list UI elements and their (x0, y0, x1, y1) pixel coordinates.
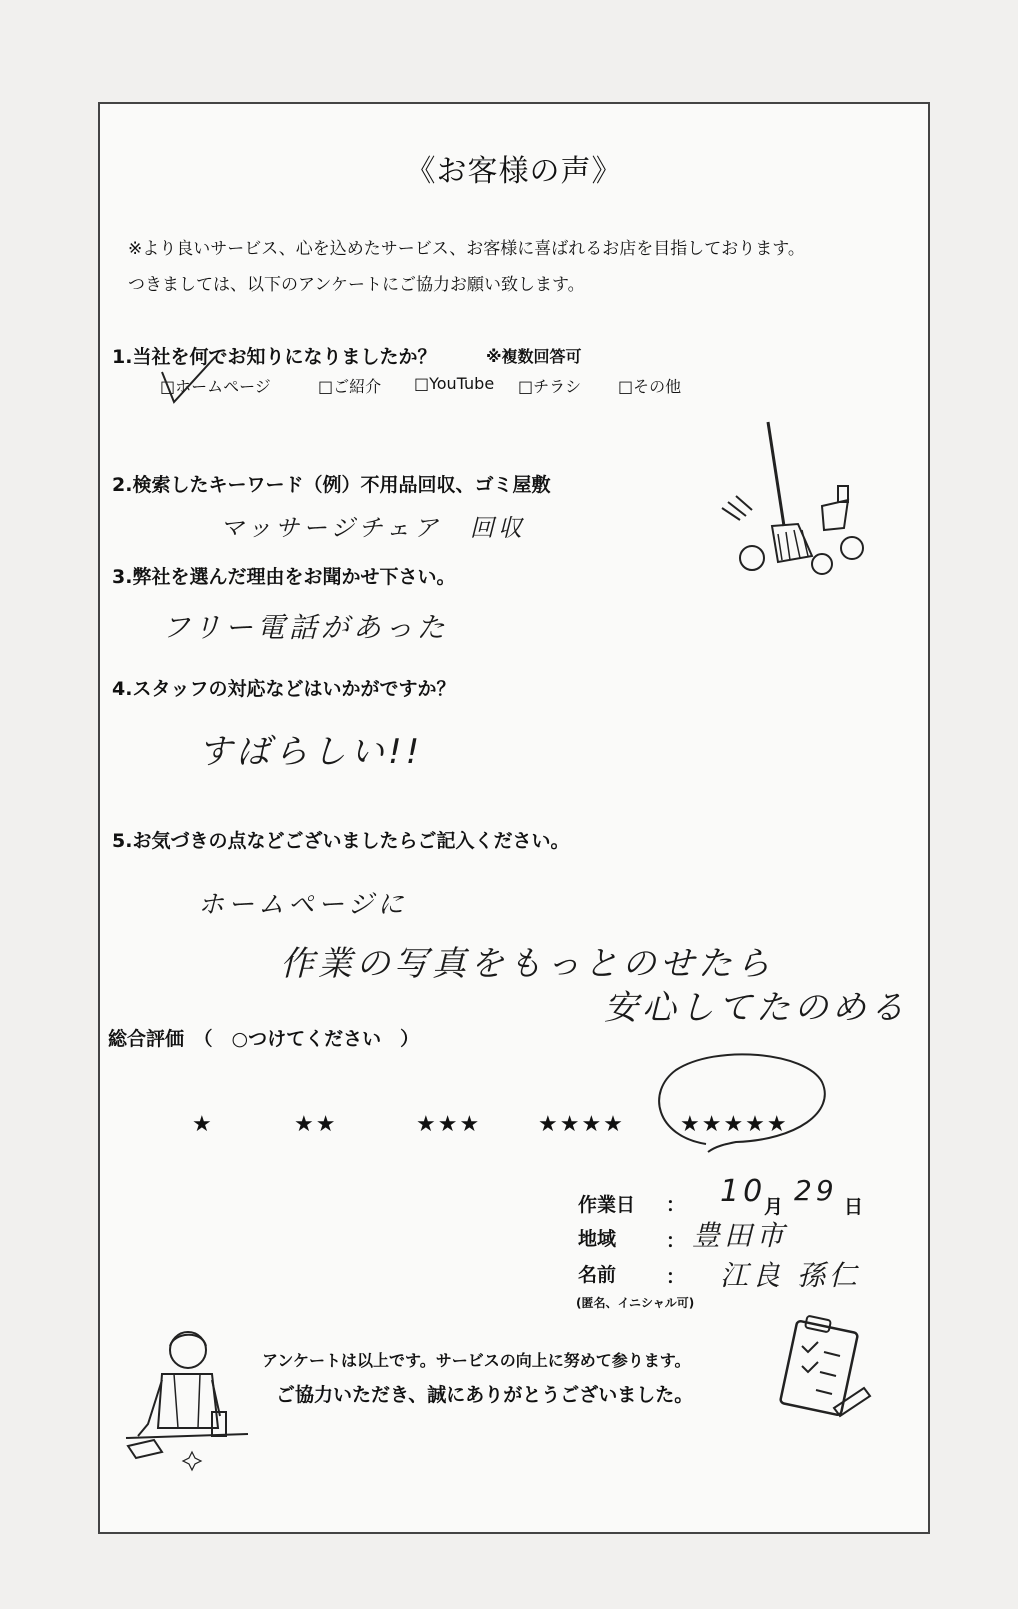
question-5: 5.お気づきの点などございましたらご記入ください。 (112, 830, 570, 852)
page-title: 《お客様の声》 (405, 154, 623, 189)
date-month: 10 (720, 1174, 767, 1209)
option-homepage[interactable]: □ホームページ (160, 377, 271, 396)
cleaning-person-icon (108, 1324, 248, 1464)
month-unit: 月 (764, 1196, 784, 1218)
region-colon: ： (666, 1230, 686, 1252)
answer-5-line-2: 作業の写真をもっとのせたら (280, 944, 774, 984)
question-1: 1.当社を何でお知りになりましたか？ (112, 346, 437, 368)
date-day: 29 (794, 1174, 838, 1207)
clipboard-icon (772, 1312, 882, 1422)
selection-circle-icon (646, 1052, 836, 1162)
name-note: (匿名、イニシャル可) (576, 1296, 695, 1310)
day-unit: 日 (844, 1196, 864, 1218)
answer-3: フリー電話があった (162, 611, 449, 644)
footer-line-2: ご協力いただき、誠にありがとうございました。 (276, 1384, 694, 1406)
option-other[interactable]: □その他 (618, 377, 682, 396)
option-referral[interactable]: □ご紹介 (318, 377, 382, 396)
question-2: 2.検索したキーワード（例）不用品回収、ゴミ屋敷 (112, 474, 551, 496)
answer-2: マッサージチェア 回収 (220, 514, 526, 542)
rating-3-star[interactable]: ★★★ (416, 1112, 482, 1137)
region-label: 地域 (578, 1228, 617, 1250)
name-label: 名前 (578, 1264, 617, 1286)
checkmark-icon (158, 354, 218, 414)
option-youtube[interactable]: □YouTube (414, 374, 495, 393)
name-colon: ： (666, 1266, 686, 1288)
answer-4: すばらしい!! (198, 732, 424, 772)
rating-label: 総合評価 （ ○つけてください ） (108, 1028, 420, 1050)
rating-5-star[interactable]: ★★★★★ (680, 1112, 789, 1137)
option-flyer[interactable]: □チラシ (518, 377, 582, 396)
rating-2-star[interactable]: ★★ (294, 1112, 338, 1137)
region-value: 豊田市 (692, 1219, 789, 1252)
intro-line-1: ※より良いサービス、心を込めたサービス、お客様に喜ばれるお店を目指しております。 (128, 239, 805, 259)
survey-sheet (98, 102, 930, 1534)
date-colon: ： (666, 1194, 686, 1216)
footer-line-1: アンケートは以上です。サービスの向上に努めて参ります。 (262, 1351, 691, 1370)
intro-line-2: つきましては、以下のアンケートにご協力お願い致します。 (128, 275, 585, 295)
answer-5-line-1: ホームページに (198, 890, 408, 920)
question-3: 3.弊社を選んだ理由をお聞かせ下さい。 (112, 566, 456, 588)
broom-icon (712, 416, 892, 586)
answer-5-line-3: 安心してたのめる (604, 988, 908, 1028)
name-value: 江良 孫仁 (720, 1259, 861, 1292)
rating-1-star[interactable]: ★ (192, 1112, 214, 1137)
date-label: 作業日 (578, 1194, 636, 1216)
rating-4-star[interactable]: ★★★★ (538, 1112, 625, 1137)
question-1-note: ※複数回答可 (486, 347, 582, 366)
question-4: 4.スタッフの対応などはいかがですか？ (112, 678, 456, 700)
